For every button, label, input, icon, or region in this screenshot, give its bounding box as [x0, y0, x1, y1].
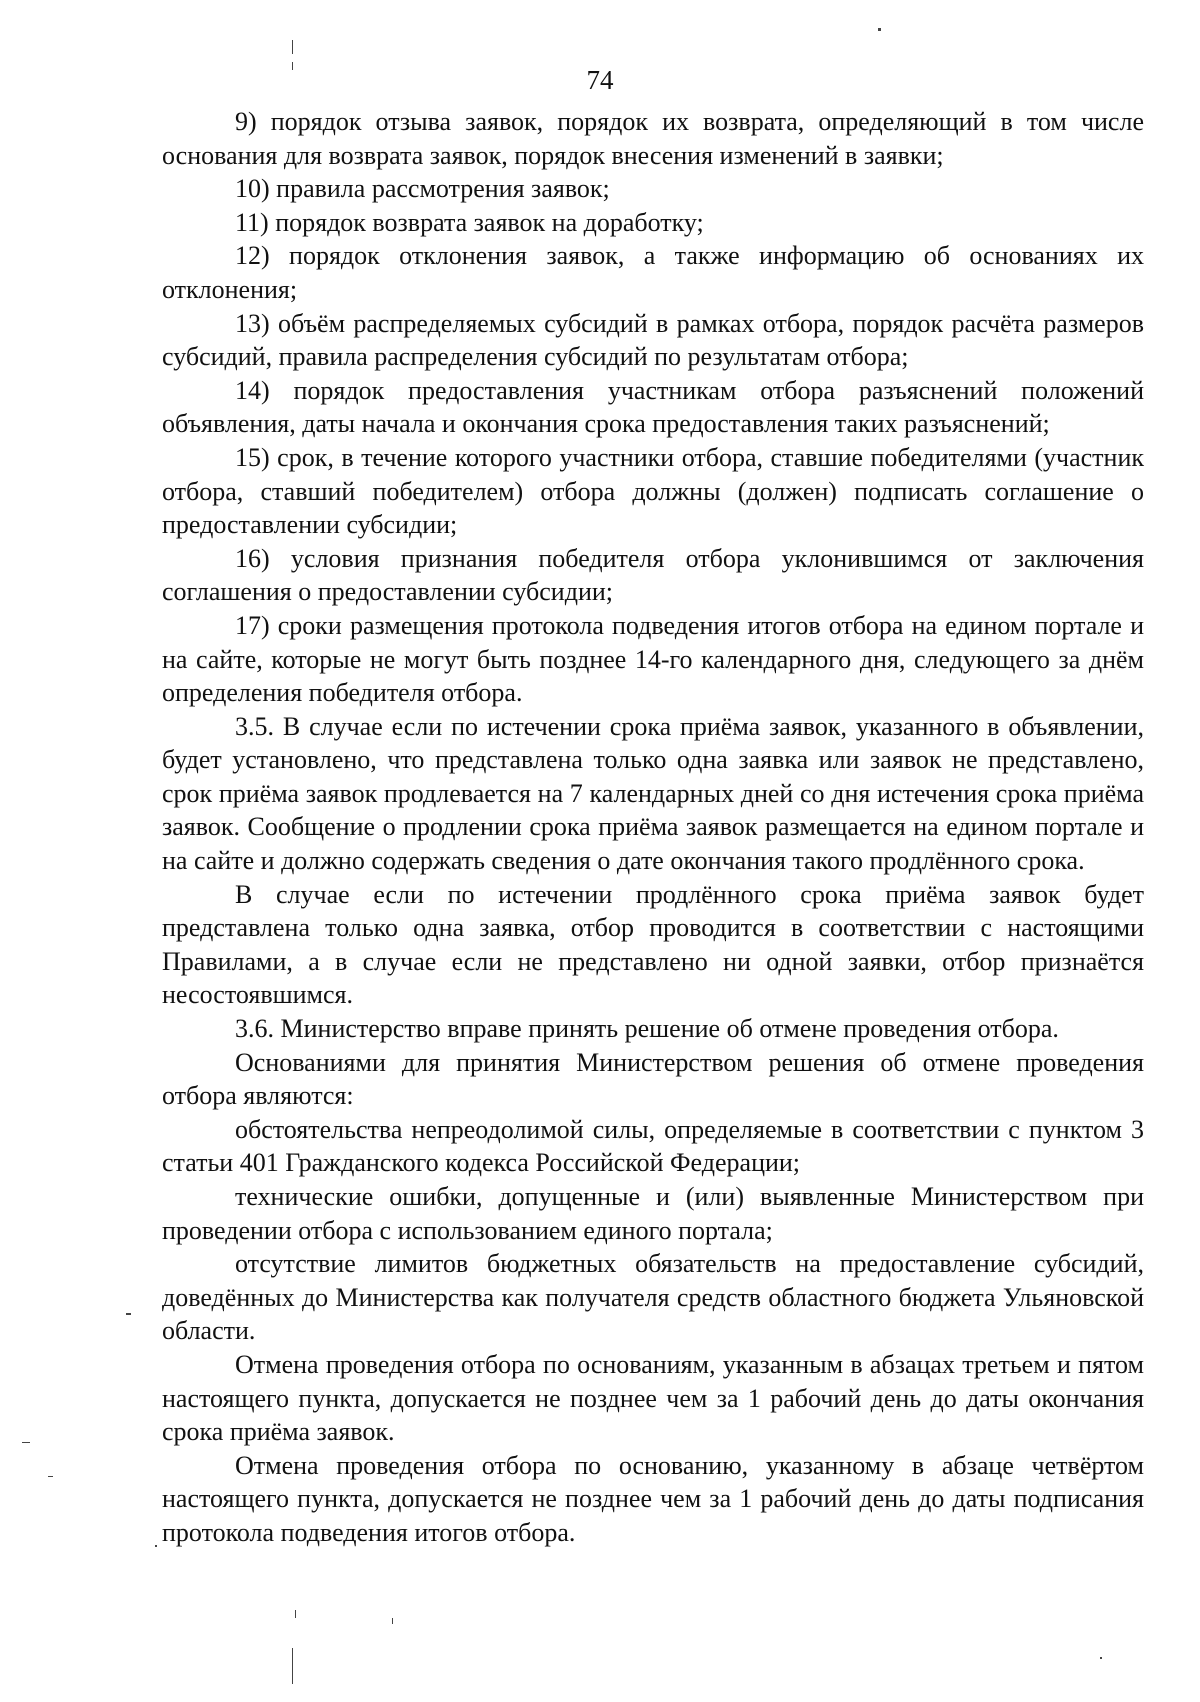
- scan-speck: [292, 40, 293, 54]
- paragraph: 14) порядок предоставления участникам отбора разъяснений положений объявления, даты начала и окончания срока предоставления таких разъяснений;: [162, 375, 1144, 439]
- scan-speck: [878, 28, 881, 31]
- scan-speck: [155, 1545, 157, 1547]
- paragraph: 3.6. Министерство вправе принять решение об отмене проведения отбора.: [235, 1014, 1059, 1044]
- paragraph: отсутствие лимитов бюджетных обязательств на предоставление субсидий, доведённых до Министерства как получателя средств областного бюджета Ульяновской области.: [162, 1249, 1144, 1346]
- scan-speck: [295, 1610, 296, 1618]
- paragraph: 16) условия признания победителя отбора уклонившимся от заключения соглашения о предоставлении субсидии;: [162, 543, 1144, 607]
- scan-speck: [292, 62, 293, 70]
- paragraph: 15) срок, в течение которого участники отбора, ставшие победителями (участник отбора, ставший победителем) отбора должны (должен) подписать соглашение о предоставлении субсидии;: [162, 442, 1144, 540]
- paragraph: Отмена проведения отбора по основаниям, указанным в абзацах третьем и пятом настоящего пункта, допускается не позднее чем за 1 рабочий день до даты окончания срока приёма заявок.: [162, 1349, 1144, 1447]
- scan-speck: [392, 1618, 393, 1624]
- paragraph: 11) порядок возврата заявок на доработку;: [235, 207, 704, 237]
- paragraph: 3.5. В случае если по истечении срока приёма заявок, указанного в объявлении, будет установлено, что представлена только одна заявка или заявок не представлено, срок приёма заявок продлевается на 7 календарных дней со дня истечения срока приёма заявок. Сообщение о продлении срока приёма заявок размещается на едином портале и на сайте и должно содержать сведения о дате окончания такого продлённого срока.: [162, 711, 1144, 876]
- paragraph: 10) правила рассмотрения заявок;: [235, 174, 610, 204]
- paragraph: Отмена проведения отбора по основанию, указанному в абзаце четвёртом настоящего пункта, допускается не позднее чем за 1 рабочий день до даты подписания протокола подведения итогов отбора.: [162, 1450, 1144, 1547]
- paragraph: обстоятельства непреодолимой силы, определяемые в соответствии с пунктом 3 статьи 401 Гражданского кодекса Российской Федерации;: [162, 1114, 1144, 1178]
- paragraph: технические ошибки, допущенные и (или) выявленные Министерством при проведении отбора с использованием единого портала;: [162, 1182, 1144, 1245]
- scan-speck: [22, 1442, 30, 1443]
- paragraph: Основаниями для принятия Министерством решения об отмене проведения отбора являются:: [162, 1047, 1144, 1111]
- paragraph: 12) порядок отклонения заявок, а также информацию об основаниях их отклонения;: [162, 241, 1144, 304]
- paragraph: В случае если по истечении продлённого срока приёма заявок будет представлена только одна заявка, отбор проводится в соответствии с настоящими Правилами, а в случае если не представлено ни одной заявки, отбор признаётся несостоявшимся.: [162, 879, 1144, 1010]
- scan-speck: [48, 1476, 53, 1477]
- scan-speck: [1100, 1657, 1102, 1659]
- paragraph: 17) сроки размещения протокола подведения итогов отбора на едином портале и на сайте, которые не могут быть позднее 14-го календарного дня, следующего за днём определения победителя отбора.: [162, 610, 1144, 708]
- paragraph: 9) порядок отзыва заявок, порядок их возврата, определяющий в том числе основания для возврата заявок, порядок внесения изменений в заявки;: [162, 107, 1144, 170]
- page-number: 74: [586, 65, 614, 95]
- scan-speck: [126, 1313, 131, 1315]
- paragraph: 13) объём распределяемых субсидий в рамках отбора, порядок расчёта размеров субсидий, правила распределения субсидий по результатам отбора;: [162, 308, 1144, 372]
- document-body: [162, 105, 1144, 1550]
- scan-speck: [292, 1648, 293, 1684]
